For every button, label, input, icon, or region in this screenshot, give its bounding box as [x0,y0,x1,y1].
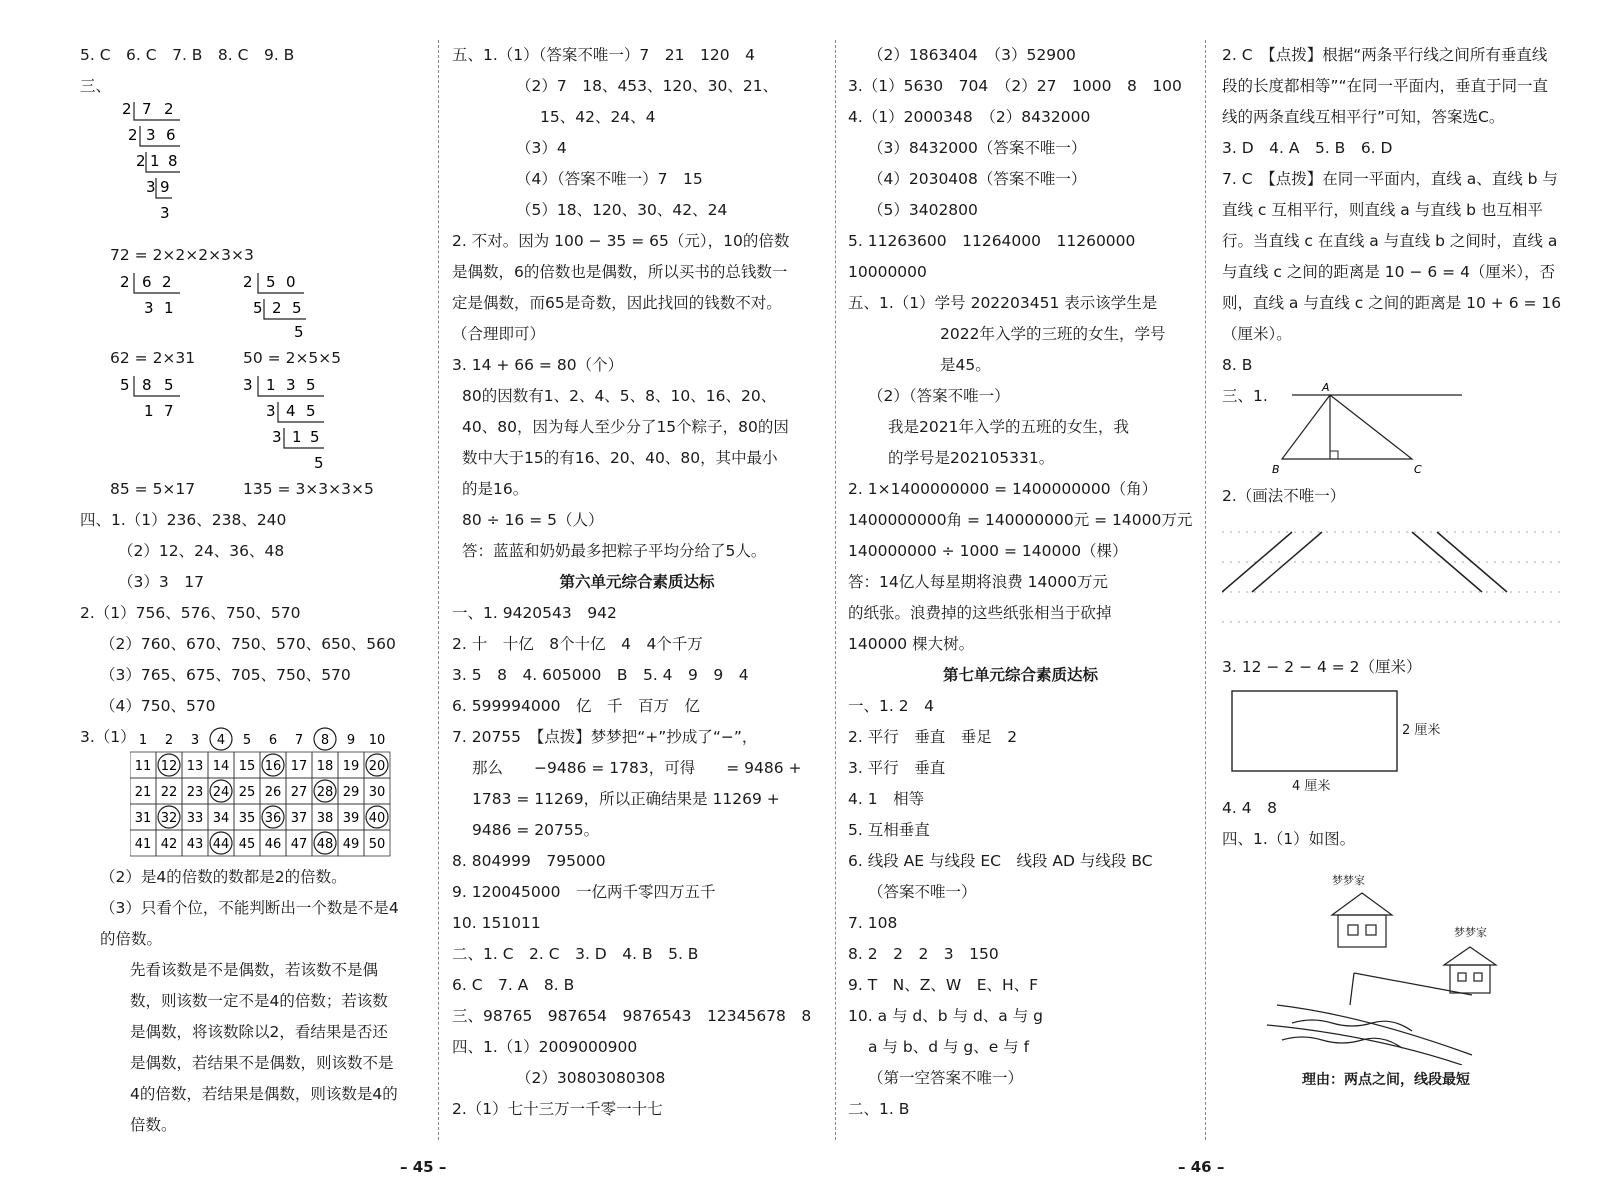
short-division-72 [80,102,410,252]
grid-number: 23 [186,785,204,800]
answer-line: 8. 804999 795000 [452,852,606,870]
answer-line: （5）3402800 [868,201,978,219]
answer-line: 2.（画法不唯一） [1222,487,1346,505]
svg-text:8: 8 [168,152,178,170]
answer-line: a 与 b、d 与 g、e 与 f [868,1038,1030,1056]
answer-line: 的学号是202105331。 [888,449,1055,467]
grid-number: 4 [216,733,226,748]
svg-text:1: 1 [266,376,276,394]
answer-line: 三、1. [1222,387,1268,405]
svg-text:3: 3 [146,178,156,196]
grid-number: 37 [290,811,308,826]
svg-text:3: 3 [146,126,156,144]
answer-line: （3）3 17 [118,573,204,591]
svg-text:5: 5 [306,376,316,394]
grid-number: 31 [134,811,152,826]
grid-number: 20 [368,759,386,774]
answer-line: 10000000 [848,263,927,281]
answer-line: 8. 2 2 2 3 150 [848,945,999,963]
factorization: 135 = 3×3×3×5 [243,480,374,498]
answer-line: 8. B [1222,356,1253,374]
answer-line: 四、1.（1）如图。 [1222,830,1356,848]
svg-text:5: 5 [253,299,263,317]
svg-text:2: 2 [136,152,146,170]
answer-line: 2.（1）七十三万一千零一十七 [452,1100,663,1118]
answer-line: 3. 12 − 2 − 4 = 2（厘米） [1222,658,1422,676]
answer-line: 15、42、24、4 [540,108,656,126]
answer-line: 5. C 6. C 7. B 8. C 9. B [80,46,295,64]
grid-number: 10 [368,733,386,748]
answer-line: 2. 十 十亿 8个十亿 4 4个千万 [452,635,703,653]
grid-number: 40 [368,811,386,826]
grid-number: 6 [268,733,278,748]
grid-number: 15 [238,759,256,774]
section-label: 三、 [80,77,112,95]
grid-number: 21 [134,785,152,800]
answer-line: 2. 平行 垂直 垂足 2 [848,728,1018,746]
triangle-diagram [1222,381,1562,481]
svg-text:2: 2 [120,273,130,291]
answer-line: （3）765、675、705、750、570 [100,666,351,684]
svg-text:2: 2 [162,273,172,291]
answer-line: 四、1.（1）236、238、240 [80,511,287,529]
svg-text:6: 6 [166,126,176,144]
answer-line: 5. 互相垂直 [848,821,930,839]
grid-number: 14 [212,759,230,774]
svg-text:3: 3 [243,376,253,394]
answer-line: 80 ÷ 16 = 5（人） [462,511,604,529]
grid-number: 34 [212,811,230,826]
answer-line: 2. 1×1400000000 = 1400000000（角） [848,480,1158,498]
answer-line: 7. 108 [848,914,898,932]
answer-line: （答案不唯一） [868,883,977,901]
svg-text:5: 5 [266,273,276,291]
svg-text:5: 5 [164,376,174,394]
rectangle-figure-block [1222,683,1582,793]
answer-paragraph: 2. C 【点拨】根据“两条平行线之间所有垂直线段的长度都相等”“在同一平面内，垂直于同一直线的两条直线互相平行”可知，答案选C。 [1222,46,1549,126]
grid-number: 33 [186,811,204,826]
answer-line: （5）18、120、30、42、24 [516,201,728,219]
answer-line: 我是2021年入学的五班的女生，我 [888,418,1129,436]
grid-number: 11 [134,759,152,774]
grid-number: 29 [342,785,360,800]
svg-text:4: 4 [286,402,296,420]
factorization: 85 = 5×17 [110,480,196,498]
grid-number: 13 [186,759,204,774]
answer-line: 四、1.（1）2009000900 [452,1038,638,1056]
answer-line: 10. 151011 [452,914,541,932]
grid-number: 19 [342,759,360,774]
svg-text:5: 5 [314,454,324,472]
answer-paragraph: （3）只看个位，不能判断出一个数是不是4的倍数。 [100,899,399,948]
grid-number: 38 [316,811,334,826]
vertex-label: B [1272,463,1280,476]
column-4 [1222,40,1582,1096]
grid-number: 47 [290,837,308,852]
answer-line: （2）760、670、750、570、650、560 [100,635,396,653]
vertex-label: A [1322,381,1330,394]
svg-text:3: 3 [160,204,170,222]
answer-line: 10. a 与 d、b 与 d、a 与 g [848,1007,1043,1025]
svg-text:2: 2 [272,299,282,317]
grid-number: 35 [238,811,256,826]
answer-line: 3. 5 8 4. 605000 B 5. 4 9 9 4 [452,666,749,684]
grid-number: 3 [190,733,200,748]
answer-line: （2）12、24、36、48 [118,542,285,560]
grid-number: 26 [264,785,282,800]
answer-line: 4. 1 相等 [848,790,925,808]
answer-paragraph: 80的因数有1、2、4、5、8、10、16、20、40、80，因为每人至少分了15个粽子，80的因数中大于15的有16、20、40、80，其中最小的是16。 [462,387,789,498]
column-divider [438,40,439,1140]
answer-paragraph: 先看该数是不是偶数，若该数不是偶数，则该数一定不是4的倍数；若该数是偶数，将该数除以2，看结果是否还是偶数，若结果不是偶数，则该数不是4的倍数，若结果是偶数，则该数是4的倍数。 [130,961,398,1134]
svg-text:8: 8 [142,376,152,394]
answer-line: 3. 平行 垂直 [848,759,946,777]
grid-number: 12 [160,759,178,774]
answer-line: （4）2030408（答案不唯一） [868,170,1087,188]
answer-line: 三、98765 987654 9876543 12345678 8 [452,1007,812,1025]
grid-number: 8 [320,733,330,748]
answer-line: 1783 = 11269，所以正确结果是 11269 + [472,790,780,808]
answer-line: 140000 棵大树。 [848,635,975,653]
factorization-row [80,474,430,505]
answer-line: 3.（1）5630 704 （2）27 1000 8 100 [848,77,1182,95]
grid-number: 39 [342,811,360,826]
column-divider [1205,40,1206,1140]
answer-line: 4.（1）2000348 （2）8432000 [848,108,1091,126]
column-1 [80,40,430,1141]
factorization: 62 = 2×31 [110,349,196,367]
answer-line: （2）是4的倍数的数都是2的倍数。 [100,868,347,886]
answer-line: （4）750、570 [100,697,216,715]
column-2 [452,40,822,1125]
svg-text:9: 9 [160,178,170,196]
answer-line: 的纸张。浪费掉的这些纸张相当于砍掉 [848,604,1112,622]
rectangle-diagram [1222,683,1562,793]
number-grid [130,726,420,866]
page-number: – 45 – [400,1158,447,1176]
svg-text:3: 3 [144,299,154,317]
svg-text:7: 7 [164,402,174,420]
svg-text:1: 1 [292,428,302,446]
grid-number: 42 [160,837,178,852]
answer-line: 答：14亿人每星期将浪费 14000万元 [848,573,1108,591]
page-number: – 46 – [1178,1158,1225,1176]
answer-line: 9486 = 20755。 [472,821,600,839]
grid-number: 25 [238,785,256,800]
vertex-label: C [1414,463,1422,476]
answer-line: 五、1.（1）（答案不唯一）7 21 120 4 [452,46,755,64]
svg-text:1: 1 [164,299,174,317]
answer-line: 140000000 ÷ 1000 = 140000（棵） [848,542,1128,560]
grid-number: 28 [316,785,334,800]
answer-line: 二、1. C 2. C 3. D 4. B 5. B [452,945,699,963]
short-division-85-135 [80,374,410,474]
answer-line: 2.（1）756、576、750、570 [80,604,301,622]
answer-line: 9. T N、Z、W E、H、F [848,976,1039,994]
svg-text:3: 3 [272,428,282,446]
svg-text:5: 5 [120,376,130,394]
grid-number: 5 [242,733,252,748]
factorization: 72 = 2×2×2×3×3 [110,246,254,264]
reason-line: 理由：两点之间，线段最短 [1302,1072,1470,1088]
answer-line: （3）4 [516,139,567,157]
column-divider [835,40,836,1140]
answer-line: （2）（答案不唯一） [868,387,1010,405]
answer-line: 9. 120045000 一亿两千零四万五千 [452,883,716,901]
grid-number: 9 [346,733,356,748]
svg-text:1: 1 [144,402,154,420]
column-3 [848,40,1193,1125]
svg-text:5: 5 [292,299,302,317]
answer-line: 7. 20755 【点拨】梦梦把“+”抄成了“−”， [452,728,758,746]
grid-number: 17 [290,759,308,774]
triangle-figure-block [1222,381,1582,481]
svg-text:0: 0 [286,273,296,291]
section-title: 第六单元综合素质达标 [559,573,715,591]
svg-text:2: 2 [128,126,138,144]
answer-line: 6. 线段 AE 与线段 EC 线段 AD 与线段 BC [848,852,1153,870]
svg-text:5: 5 [310,428,320,446]
factorization-row [80,343,430,374]
map-figure-block [1222,855,1582,1065]
answer-line: 二、1. B [848,1100,910,1118]
answer-line: 一、1. 9420543 942 [452,604,617,622]
house-river-map [1222,855,1582,1065]
grid-number: 32 [160,811,178,826]
grid-number: 45 [238,837,256,852]
grid-number: 2 [164,733,174,748]
grid-number: 41 [134,837,152,852]
section-title: 第七单元综合素质达标 [942,666,1098,684]
answer-line: 答：蓝蓝和奶奶最多把粽子平均分给了5人。 [462,542,767,560]
svg-text:2: 2 [164,102,174,118]
answer-line: 一、1. 2 4 [848,697,934,715]
house-icon [1332,893,1392,947]
answer-line: 5. 11263600 11264000 11260000 [848,232,1136,250]
svg-text:3: 3 [286,376,296,394]
answer-line: （2）7 18、453、120、30、21、 [516,77,779,95]
answer-line: 3.（1） [80,728,136,746]
rect-width-label: 4 厘米 [1292,779,1331,794]
answer-line: （3）8432000（答案不唯一） [868,139,1087,157]
grid-number: 30 [368,785,386,800]
grid-number: 49 [342,837,360,852]
answer-line: （2）30803080308 [516,1069,666,1087]
svg-text:5: 5 [306,402,316,420]
answer-line: 1400000000角 = 140000000元 = 14000万元 [848,511,1193,529]
grid-number: 22 [160,785,178,800]
grid-number: 43 [186,837,204,852]
answer-line: 那么 −9486 = 1783，可得 = 9486 + [472,759,802,777]
answer-line: 3. D 4. A 5. B 6. D [1222,139,1393,157]
answer-line: 是45。 [940,356,991,374]
short-division-62-50 [80,271,410,343]
grid-number: 36 [264,811,282,826]
grid-number: 16 [264,759,282,774]
svg-text:2: 2 [122,102,132,118]
number-grid-block [80,722,430,862]
svg-text:1: 1 [150,152,160,170]
grid-number: 50 [368,837,386,852]
answer-line: （4）（答案不唯一）7 15 [516,170,703,188]
rect-height-label: 2 厘米 [1402,723,1441,738]
answer-line: 五、1.（1）学号 202203451 表示该学生是 [848,294,1158,312]
grid-number: 44 [212,837,230,852]
grid-number: 46 [264,837,282,852]
grid-number: 18 [316,759,334,774]
svg-text:2: 2 [243,273,253,291]
house-icon [1444,947,1496,993]
svg-text:6: 6 [142,273,152,291]
svg-text:3: 3 [266,402,276,420]
house-label: 梦梦家 [1454,926,1487,939]
grid-number: 48 [316,837,334,852]
grid-number: 24 [212,785,230,800]
grid-number: 7 [294,733,304,748]
answer-line: 3. 14 + 66 = 80（个） [452,356,624,374]
factorization: 50 = 2×5×5 [243,349,342,367]
parallel-lines-grid [1222,512,1562,652]
answer-paragraph: 2. 不对。因为 100 − 35 = 65（元），10的倍数是偶数，6的倍数也是偶数，所以买书的总钱数一定是偶数，而65是奇数，因此找回的钱数不对。（合理即可） [452,232,790,343]
grid-number: 1 [138,733,148,748]
svg-text:5: 5 [294,323,304,341]
house-label: 梦梦家 [1332,874,1365,887]
answer-paragraph: 7. C 【点拨】在同一平面内，直线 a、直线 b 与直线 c 互相平行，则直线 a 与直线 b 也互相平行。当直线 c 在直线 a 与直线 b 之间时，直线 a 与直线 c 之间的距离是 10 − 6 = 4（厘米），否则，直线 a 与直线 c 之间的距离是 10 + 6 = 16（厘米）。 [1222,170,1562,343]
answer-line: （2）1863404 （3）52900 [868,46,1076,64]
answer-line: 6. C 7. A 8. B [452,976,575,994]
answer-line: 6. 599994000 亿 千 百万 亿 [452,697,700,715]
answer-line: 4. 4 8 [1222,799,1277,817]
answer-line: 2022年入学的三班的女生，学号 [940,325,1166,343]
answer-line: （第一空答案不唯一） [868,1069,1024,1087]
grid-number: 27 [290,785,308,800]
svg-text:7: 7 [142,102,152,118]
